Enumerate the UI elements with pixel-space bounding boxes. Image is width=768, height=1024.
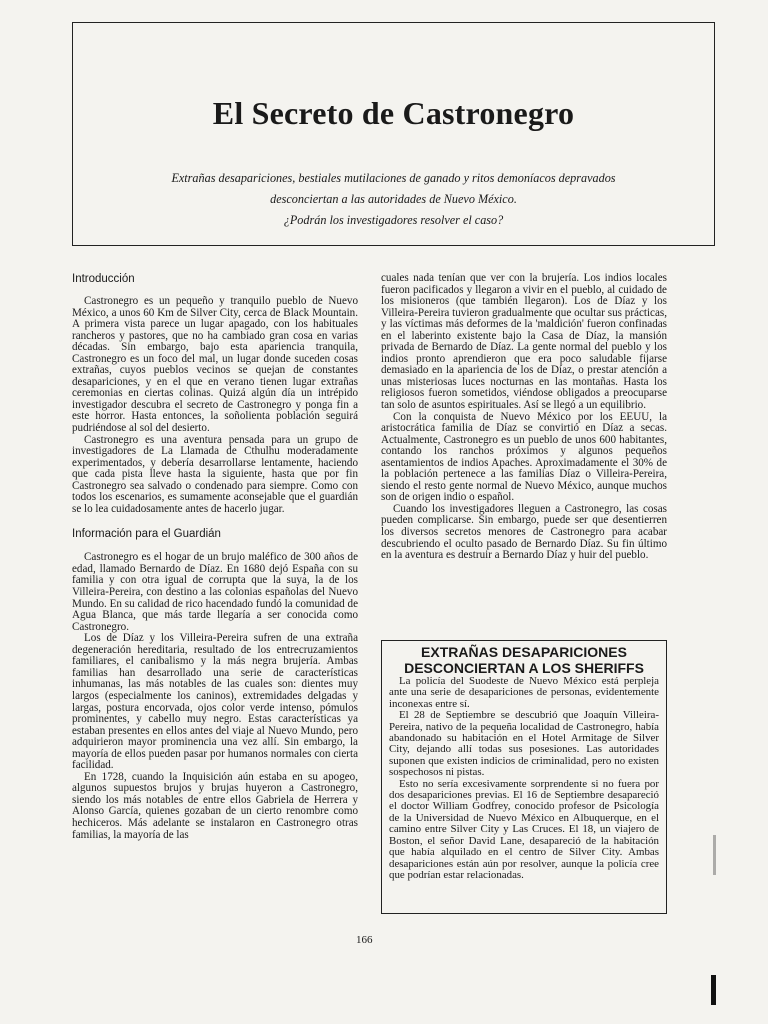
- page-title: El Secreto de Castronegro: [212, 95, 575, 131]
- right-column: [381, 273, 667, 562]
- sidebar-paragraph: Esto no sería excesivamente sorprendente si no fuera por dos desapariciones previas. El 16 de Septiembre desapareció el doctor William Godfrey, conocido profesor de Psicología de la Universidad de Nuevo México en Albuquerque, en el camino entre Silver City y Las Cruces. El 18, un viajero de Boston, el señor David Lane, desapareció de la habitación que había alquilado en el centro de Silver City. Ambas desapariciones están aún por resolver, aunque la policía cree que podrían estar relacionadas.: [389, 777, 659, 881]
- intro-paragraph: Castronegro es un pequeño y tranquilo pueblo de Nuevo México, a unos 60 Km de Silver City, cerca de Black Mountain. A primera vista parece un lugar apagado, con los habituales rancheros y pastores, que no ha cambiado gran cosa en varias décadas. Sin embargo, bajo esta apariencia tranquila, Castronegro es un foco del mal, un lugar donde suceden cosas extrañas, cuyos pueblos vecinos se quejan de constantes desapariciones, y en el que en verano tienen lugar extrañas ceremonias en ciertas colinas. Quizá algún día un intrépido investigador descubra el secreto de Castronegro y ponga fin a este horror. Hasta entonces, la soñolienta población seguirá pudriéndose al sol del desierto.: [72, 295, 358, 435]
- intro-paragraph: Castronegro es una aventura pensada para un grupo de investigadores de La Llamada de Cthulhu moderadamente experimentados, y debería desarrollarse lentamente, haciendo que cada pista lleve hasta la siguiente, hasta que por fin Castronegro sea salvado o condenado para siempre. Como con todos los escenarios, es sumamente aconsejable que el guardián se lo lea cuidadosamente antes de hacerlo jugar.: [72, 433, 358, 515]
- news-sidebar-box: [381, 640, 667, 914]
- left-column: [72, 273, 358, 841]
- body-paragraph: cuales nada tenían que ver con la brujería. Los indios locales fueron pacificados y llegaron a vivir en el pueblo, al cuidado de los misioneros (que también llegaron). Los de Díaz y los Villeira-Pereira tuvieron gradualmente que ocultar sus prácticas, y las víctimas más deformes de la 'maldición' fueron confinadas en el laberinto existente bajo la Casa de Díaz, la mansión privada de Bernardo de Díaz. La gente normal del pueblo y los indios pronto aprendieron que era poco saludable fijarse demasiado en la apariencia de los de Díaz, o prestar atención a unas misteriosas luces nocturnas en las montañas. Hasta los religiosos fueron sometidos, viéndose obligados a preocuparse tan solo de asuntos espirituales. Así se llegó a un equilibrio.: [381, 272, 667, 412]
- subtitle-line: desconciertan a las autoridades de Nuevo México.: [270, 192, 517, 206]
- sidebar-heading-line: DESCONCIERTAN A LOS SHERIFFS: [404, 660, 644, 676]
- page-number: 166: [356, 934, 373, 946]
- scan-artifact: [713, 835, 716, 875]
- guardian-paragraph: En 1728, cuando la Inquisición aún estaba en su apogeo, algunos supuestos brujos y brujas huyeron a Castronegro, siendo los más notables de entre ellos Gabriela de Herrera y Alonso García, quienes gozaban de un cierto renombre como hechiceros. Más adelante se instalaron en Castronegro otras familias, la mayoría de las: [72, 770, 358, 841]
- body-paragraph: Con la conquista de Nuevo México por los EEUU, la aristocrática familia de Díaz se convirtió en Díaz a secas. Actualmente, Castronegro es un pueblo de unos 600 habitantes, contando los ranchos próximos y algunos pequeños asentamientos de indios Apaches. Aproximadamente el 30% de la población pertenece a las familias Díaz o Villeira-Pereira, siendo el resto gente normal de Nuevo México, aunque muchos son de origen indio o español.: [381, 410, 667, 504]
- subtitle-line: ¿Podrán los investigadores resolver el caso?: [283, 213, 504, 227]
- guardian-paragraph: Castronegro es el hogar de un brujo maléfico de 300 años de edad, llamado Bernardo de Díaz. En 1680 dejó España con su familia y con otra igual de corrupta que la suya, la de los Villeira-Pereira, con destino a las colonias españolas del Nuevo Mundo. En su calidad de rico hacendado fundó la comunidad de Agua Blanca, que más tarde llegaría a ser conocida como Castronegro.: [72, 551, 358, 633]
- sidebar-heading-line: EXTRAÑAS DESAPARICIONES: [421, 644, 627, 660]
- title-box: [72, 22, 715, 246]
- section-heading-guardian: Información para el Guardián: [72, 528, 221, 541]
- section-heading-introduccion: Introducción: [72, 273, 135, 285]
- guardian-paragraph: Los de Díaz y los Villeira-Pereira sufren de una extraña degeneración hereditaria, resultado de los entrecruzamientos familiares, el canibalismo y la más negra brujería. Ambas familias han desarrollado una serie de características inhumanas, las más notables de las cuales son: dientes muy largos (especialmente los caninos), extremidades delgadas y largas, postura encorvada, ojos color verde intenso, pómulos prominentes, y cabello muy negro. Estas características ya estaban presentes en ellos antes del viaje al Nuevo Mundo, pero adquirieron mayor prominencia una vez allí. Sin embargo, la mayoría de ellos pueden pasar por humanos normales con cierta facilidad.: [72, 632, 358, 772]
- scan-artifact: [711, 975, 716, 1005]
- body-paragraph: Cuando los investigadores lleguen a Castronegro, las cosas pueden complicarse. Sin embargo, puede ser que desentierren los diversos secretos menores de Castronegro para acabar descubriendo el oculto pasado de Bernardo Díaz. Su fin último en la aventura es destruir a Bernardo Díaz y huir del pueblo.: [381, 502, 667, 562]
- subtitle-line: Extrañas desapariciones, bestiales mutilaciones de ganado y ritos demoníacos depravados: [171, 171, 616, 185]
- sidebar-paragraph: El 28 de Septiembre se descubrió que Joaquín Villeira-Pereira, nativo de la pequeña localidad de Castronegro, había abandonado su habitación en el Hotel Armitage de Silver City, dejando allí todas sus posesiones. Las autoridades suponen que existen indicios de criminalidad, pero no existen sospechosos ni pistas.: [389, 709, 659, 779]
- sidebar-paragraph: La policía del Suodeste de Nuevo México está perpleja ante una serie de desapariciones de personas, evidentemente inconexas entre sí.: [389, 675, 659, 710]
